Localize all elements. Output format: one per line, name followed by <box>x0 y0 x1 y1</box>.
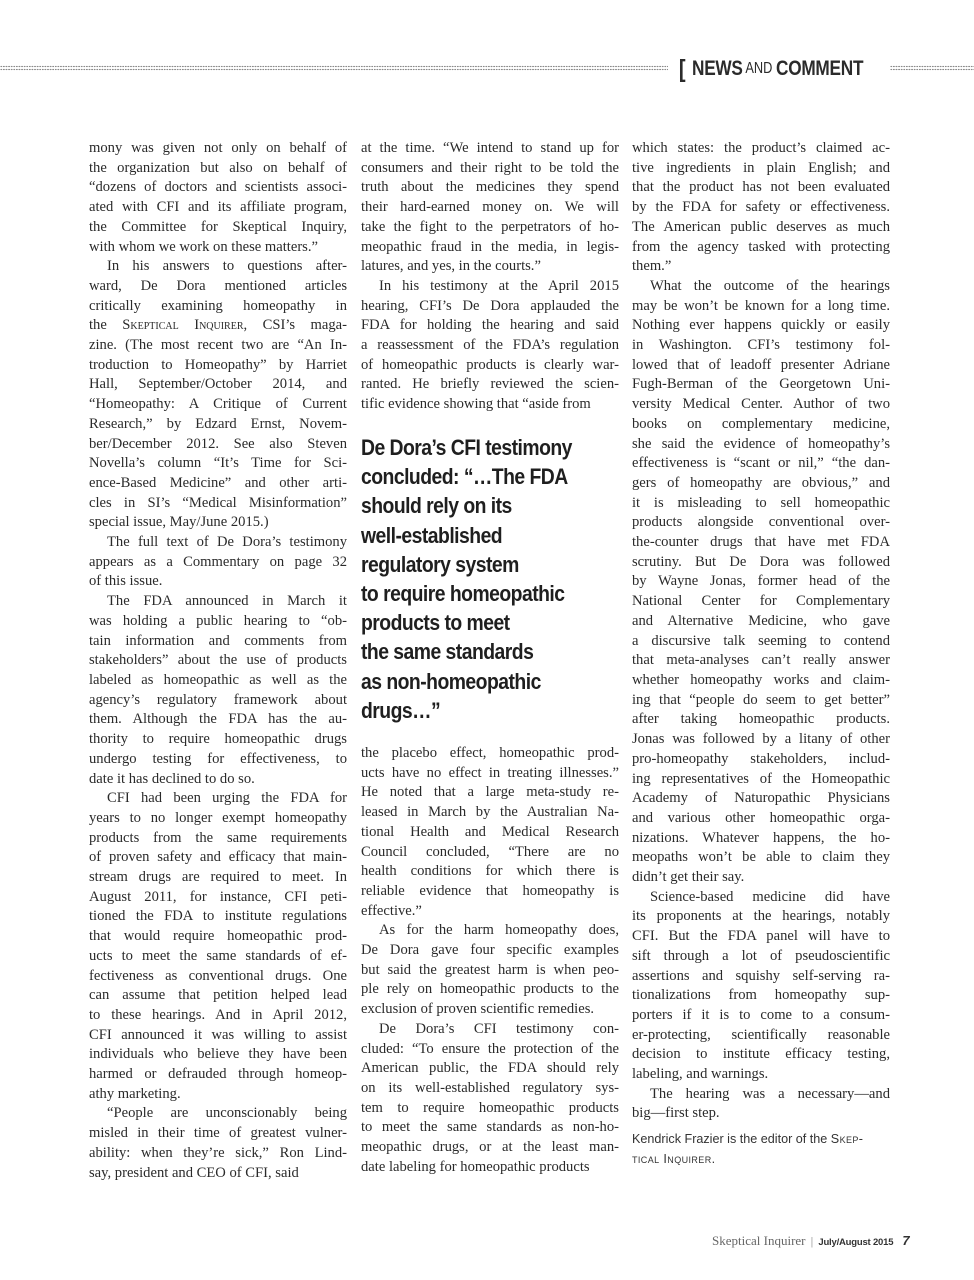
section-word-comment: COMMENT <box>775 57 864 80</box>
pull-quote-line: products to meet <box>361 610 510 636</box>
text-line: take the fight to the perpetrators of ho- <box>361 218 619 235</box>
text-line: the-counter drugs that have met FDA <box>632 534 890 551</box>
article-column-3 <box>632 139 890 1124</box>
pull-quote-line: as non-homeopathic <box>361 668 541 694</box>
pull-quote-line: to require homeopathic <box>361 581 565 607</box>
text-line: date labeling for homeopathic products <box>361 1158 590 1175</box>
section-label <box>678 56 882 82</box>
text-line: after taking homeopathic products. <box>632 711 890 728</box>
text-line: Hall, September/October 2014, and <box>89 376 347 393</box>
bracket-glyph: [ <box>678 54 686 83</box>
text-line: CFI had been urging the FDA for <box>107 790 347 807</box>
text-line: meopathic drugs, or at the least man- <box>361 1139 619 1156</box>
text-line: cles in SI’s “Medical Misinformation” <box>89 494 347 511</box>
text-line: big—first step. <box>632 1105 720 1122</box>
text-line: The hearing was a necessary—and <box>650 1085 890 1102</box>
text-line: Fugh-Berman of the Georgetown Uni- <box>632 376 890 393</box>
magazine-title-smallcaps: Skeptical Inquirer <box>122 317 244 334</box>
text-line: assertions and squishy self-serving ra- <box>632 967 890 984</box>
text-line: labeled as homeopathic as well as the <box>89 671 347 688</box>
text-line: on its well-established regulatory sys- <box>361 1079 619 1096</box>
text-line: books on complementary medicine, <box>632 415 890 432</box>
text-line: er-protecting, scientifically reasonable <box>632 1026 890 1043</box>
pull-quote-line: De Dora’s CFI testimony <box>361 435 572 460</box>
paragraph <box>89 1104 347 1183</box>
dotted-rule-right <box>890 65 974 71</box>
paragraph <box>361 1020 619 1178</box>
paragraph <box>89 789 347 1104</box>
text-line: mony was given not only on behalf of <box>89 140 347 156</box>
text-line: Science-based medicine did have <box>650 888 890 905</box>
section-word-news: NEWS <box>692 57 744 80</box>
text-line: “dozens of doctors and scientists associ- <box>89 179 347 196</box>
text-line: that meta-analyses can’t really answer <box>632 652 890 669</box>
text-line: stream drugs are required to meet. In <box>89 869 347 886</box>
text-line: cluded: “To ensure the protection of the <box>361 1040 619 1057</box>
text-line: The American public deserves as much <box>632 218 890 235</box>
text-line: ber/December 2012. See also Steven <box>89 435 347 452</box>
text-line: hearing, CFI’s De Dora applauded the <box>361 297 619 314</box>
section-header <box>0 56 974 82</box>
paragraph <box>361 139 619 277</box>
text-line: scrutiny. But De Dora was followed <box>632 553 890 570</box>
section-word-and: AND <box>745 60 773 77</box>
text-line: ranted. He briefly reviewed the scien- <box>361 376 619 393</box>
text-line: tionalizations from homeopathy sup- <box>632 987 890 1004</box>
text-line: ple rely on homeopathic products to the <box>361 981 619 998</box>
paragraph <box>632 277 890 888</box>
text-line: a discursive talk seeming to contend <box>632 632 890 649</box>
text-line: years to no longer exempt homeopathy <box>89 809 347 826</box>
text-line: thority to require homeopathic drugs <box>89 731 347 748</box>
text-line: pro-homeopathy stakeholders, includ- <box>632 750 890 767</box>
text-line: it is misleading to sell homeopathic <box>632 494 890 511</box>
text-line: decision to institute efficacy testing, <box>632 1046 890 1063</box>
text-line: may be won’t be known for a long time. <box>632 297 890 314</box>
text-line: troduction to Homeopathy” by Harriet <box>89 356 347 373</box>
text-line: products alongside conventional over- <box>632 514 890 531</box>
text-line: that would require homeopathic prod- <box>89 928 347 945</box>
paragraph <box>632 888 890 1085</box>
text-line: As for the harm homeopathy does, <box>379 922 619 939</box>
text-line: In his testimony at the April 2015 <box>379 277 619 294</box>
text-line: He noted that a large meta-study re- <box>361 784 619 801</box>
text-line: August 2011, for instance, CFI peti- <box>89 888 347 905</box>
text-line: tain information and comments from <box>89 632 347 649</box>
author-bio <box>632 1129 890 1169</box>
text-line: gers of homeopathy are obvious,” and <box>632 474 890 491</box>
text-line: National Center for Complementary <box>632 593 890 610</box>
text-line: Council concluded, “There are no <box>361 843 619 860</box>
article-column-2-top <box>361 139 619 415</box>
pull-quote-line: should rely on its <box>361 493 512 519</box>
text-line: misled in their time of greatest vulner- <box>89 1125 347 1142</box>
paragraph <box>632 1085 890 1124</box>
text-line: ward, De Dora mentioned articles <box>89 277 347 294</box>
page-number: 7 <box>902 1233 910 1248</box>
paragraph <box>89 257 347 533</box>
paragraph <box>89 592 347 789</box>
text-line: them.” <box>632 258 672 275</box>
text-line: undergo testing for effectiveness, to <box>89 750 347 767</box>
text-line: FDA for holding the hearing and said <box>361 317 619 334</box>
paragraph <box>89 533 347 592</box>
text-line: consumers and their right to be told the <box>361 159 619 176</box>
text-line: What the outcome of the hearings <box>650 277 890 294</box>
text-line: to these hearings. And in April 2012, <box>89 1006 347 1023</box>
text-line: their hard-earned money on. We will <box>361 199 619 216</box>
text-line: ence-Based Medicine” and other arti- <box>89 474 347 491</box>
text-line: harmed or defrauded through homeop- <box>89 1066 347 1083</box>
text-line: that the product has not been evaluated <box>632 179 890 196</box>
text-line: latures, and yes, in the courts.” <box>361 258 541 275</box>
text-line: stakeholders” about the use of products <box>89 652 347 669</box>
text-line: ucts to meet the same standards of ef- <box>89 947 347 964</box>
text-line: products from the same requirements <box>89 829 347 846</box>
text-line: of homeopathic products is clearly war- <box>361 356 619 373</box>
text-line: was holding a public hearing to “ob- <box>89 612 347 629</box>
text-line: the Committee for Skeptical Inquiry, <box>89 218 347 235</box>
text-line: whether homeopathy works and claim- <box>632 671 890 688</box>
text-line: by the FDA for safety or effectiveness. <box>632 199 890 216</box>
text-line: ated with CFI and its affiliate program, <box>89 199 347 216</box>
text-line: versity Medical Center. Author of two <box>632 396 890 413</box>
text-line: can assume that petition helped lead <box>89 987 347 1004</box>
text-line: tioned the FDA to institute regulations <box>89 908 347 925</box>
text-line: its proponents at the hearings, notably <box>632 908 890 925</box>
pull-quote-line: well-established <box>361 522 503 548</box>
text-line: De Dora’s CFI testimony con- <box>379 1020 619 1037</box>
text-line: of this issue. <box>89 573 163 590</box>
pull-quote-line: the same standards <box>361 639 534 665</box>
text-line: and Alternative Medicine, who gave <box>632 612 890 629</box>
text-line: tific evidence showing that “aside from <box>361 396 591 413</box>
text-line: them. Although the FDA has the au- <box>89 711 347 728</box>
bio-line-1: Kendrick Frazier is the editor of the Skep- <box>632 1132 864 1146</box>
text-line: of proven safety and efficacy that main- <box>89 849 347 866</box>
text-line: say, president and CEO of CFI, said <box>89 1164 299 1181</box>
text-line: meopathic fraud in the media, in legis- <box>361 238 619 255</box>
text-line: reliable evidence that homeopathy is <box>361 882 619 899</box>
text-line: zine. (The most recent two are “An In- <box>89 337 347 354</box>
text-line: ability: when they’re sick,” Ron Lind- <box>89 1144 347 1161</box>
text-line: labeling, and warnings. <box>632 1066 769 1083</box>
text-line: at the time. “We intend to stand up for <box>361 140 619 156</box>
text-line: appears as a Commentary on page 32 <box>89 553 347 570</box>
text-line: with whom we work on these matters.” <box>89 238 318 255</box>
text-line: sift through a lot of pseudoscientific <box>632 947 890 964</box>
paragraph <box>361 921 619 1020</box>
text-line: lowed that of leadoff presenter Adriane <box>632 356 890 373</box>
text-line: from the agency tasked with protecting <box>632 238 890 255</box>
text-line: ing that “people do seem to get better” <box>632 691 890 708</box>
text-line: health conditions for which there is <box>361 863 619 880</box>
text-line: CFI. But the FDA panel will have to <box>632 928 890 945</box>
pull-quote <box>361 433 623 725</box>
dotted-rule-left <box>0 65 668 71</box>
text-line: critically examining homeopathy in <box>89 297 347 314</box>
text-line: tem to require homeopathic products <box>361 1099 619 1116</box>
text-line: porters if it is to come to a consum- <box>632 1006 890 1023</box>
footer-separator: | <box>810 1236 814 1248</box>
text-line: tive ingredients in plain English; and <box>632 159 890 176</box>
text-line: athy marketing. <box>89 1085 181 1102</box>
text-line: De Dora gave four specific examples <box>361 942 619 959</box>
paragraph <box>361 744 619 921</box>
text-line: effective.” <box>361 902 422 919</box>
text-line: but said the greatest harm is when peo- <box>361 961 619 978</box>
text-line: Research,” by Edzard Ernst, Novem- <box>89 415 347 432</box>
text-line: meopaths won’t be able to claim they <box>632 849 890 866</box>
text-line: a reassessment of the FDA’s regulation <box>361 337 619 354</box>
text-line: “People are unconscionably being <box>107 1105 347 1122</box>
text-line: fectiveness as conventional drugs. One <box>89 967 347 984</box>
text-line: CFI announced it was willing to assist <box>89 1026 347 1043</box>
text-line: which states: the product’s claimed ac- <box>632 140 890 156</box>
page-footer <box>712 1233 910 1249</box>
text-line: “Homeopathy: A Critique of Current <box>89 396 347 413</box>
text-line: Novella’s column “It’s Time for Sci- <box>89 455 347 472</box>
text-line: The full text of De Dora’s testimony <box>107 534 347 551</box>
text-line: didn’t get their say. <box>632 869 745 886</box>
text-line: the placebo effect, homeopathic prod- <box>361 745 619 761</box>
paragraph <box>361 277 619 415</box>
text-line: individuals who believe they have been <box>89 1046 347 1063</box>
text-line: exclusion of proven scientific remedies. <box>361 1001 595 1018</box>
article-column-2-bottom <box>361 744 619 1177</box>
text-line: nizations. Whatever happens, the ho- <box>632 829 890 846</box>
text-line: to meet the same standards as non-ho- <box>361 1119 619 1136</box>
pull-quote-line: regulatory system <box>361 551 519 577</box>
text-line: Academy of Naturopathic Physicians <box>632 790 890 807</box>
text-line: the Skeptical Inquirer, CSI’s maga- <box>89 317 347 334</box>
text-line: effectiveness is “scant or nil,” “the dan- <box>632 455 890 472</box>
text-line: truth about the medicines they spend <box>361 179 619 196</box>
text-line: date it has declined to do so. <box>89 770 255 787</box>
text-line: ucts have no effect in treating illnesses.” <box>361 764 619 781</box>
pull-quote-line: drugs…” <box>361 697 441 723</box>
article-column-1 <box>89 139 347 1183</box>
text-line: the organization but also on behalf of <box>89 159 347 176</box>
text-line: The FDA announced in March it <box>107 593 347 610</box>
text-line: agency’s regulatory framework about <box>89 691 347 708</box>
text-line: In his answers to questions after- <box>107 258 347 275</box>
footer-issue-date: July/August 2015 <box>818 1237 894 1248</box>
text-line: tional Health and Medical Research <box>361 823 619 840</box>
text-line: leased in March by the Australian Na- <box>361 804 619 821</box>
bio-line-2: tical Inquirer. <box>632 1152 716 1166</box>
text-line: Jonas was followed by a litany of other <box>632 731 890 748</box>
text-line: and various other homeopathic orga- <box>632 809 890 826</box>
paragraph <box>89 139 347 257</box>
text-line: ing representatives of the Homeopathic <box>632 770 890 787</box>
text-line: by Wayne Jonas, former head of the <box>632 573 890 590</box>
paragraph <box>632 139 890 277</box>
text-line: in Washington. CFI’s testimony fol- <box>632 337 890 354</box>
text-line: Nothing ever happens quickly or easily <box>632 317 890 334</box>
pull-quote-line: concluded: “…The FDA <box>361 464 568 490</box>
footer-magazine-name: Skeptical Inquirer <box>712 1233 806 1248</box>
text-line: she said the evidence of homeopathy’s <box>632 435 890 452</box>
text-line: American public, the FDA should rely <box>361 1060 619 1077</box>
text-line: special issue, May/June 2015.) <box>89 514 269 531</box>
